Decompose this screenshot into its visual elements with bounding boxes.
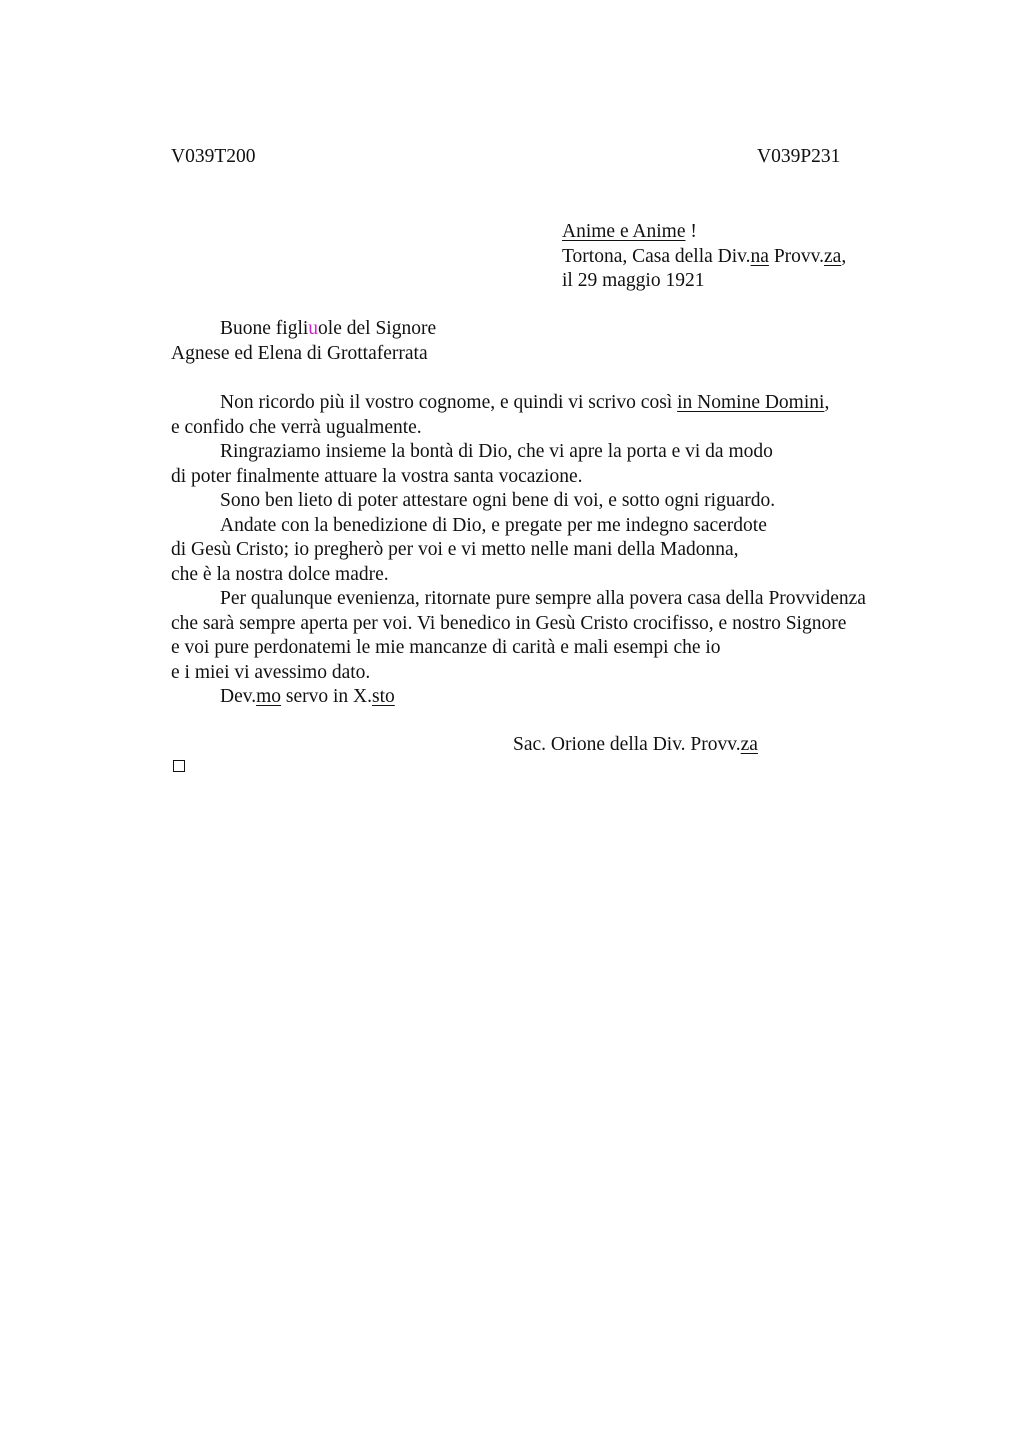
body-text: Ringraziamo insieme la bontà di Dio, che vi apre la porta e vi da modo xyxy=(220,441,773,462)
body-text: Sono ben lieto di poter attestare ogni bene di voi, e sotto ogni riguardo. xyxy=(220,490,776,511)
body-line: di poter finalmente attuare la vostra santa vocazione. xyxy=(171,465,583,487)
letter-title xyxy=(562,220,846,245)
place-text: Tortona, Casa della Div. xyxy=(562,245,751,267)
end-marker-box-icon xyxy=(173,760,185,772)
letter-heading xyxy=(562,220,846,294)
closing-text: Dev. xyxy=(220,686,257,707)
body-text: Non ricordo più il vostro cognome, e quindi vi scrivo così xyxy=(220,392,678,413)
body-text: , xyxy=(824,392,830,413)
document-ref-left: V039T200 xyxy=(171,146,256,167)
body-underlined: in Nomine Domini xyxy=(677,392,825,413)
signature-text: Sac. Orione della Div. Provv. xyxy=(513,734,741,755)
closing-abbrev-mo: mo xyxy=(256,686,282,707)
body-line: di Gesù Cristo; io pregherò per voi e vi metto nelle mani della Madonna, xyxy=(171,539,739,560)
closing-text: servo in X. xyxy=(281,686,373,707)
letter-body xyxy=(171,391,866,710)
body-line: e confido che verrà ugualmente. xyxy=(171,416,422,438)
salutation-line-2: Agnese ed Elena di Grottaferrata xyxy=(171,342,428,364)
body-line: che sarà sempre aperta per voi. Vi benedico in Gesù Cristo crocifisso, e nostro Signore xyxy=(171,612,847,634)
body-line: e i miei vi avessimo dato. xyxy=(171,661,371,683)
letter-place xyxy=(562,245,846,270)
salutation-text: ole del Signore xyxy=(318,318,437,339)
body-line xyxy=(171,391,866,416)
closing-line xyxy=(171,685,866,710)
salutation-text: Buone figli xyxy=(220,318,309,339)
body-line xyxy=(171,440,866,465)
body-line xyxy=(171,587,866,612)
salutation-highlight: u xyxy=(308,318,319,339)
body-line xyxy=(171,489,866,514)
letter-title-main: Anime e Anime xyxy=(562,221,686,242)
body-text: Andate con la benedizione di Dio, e pregate per me indegno sacerdote xyxy=(220,514,767,536)
salutation-line-1 xyxy=(171,317,436,342)
letter-title-tail: ! xyxy=(685,221,697,242)
body-text: Per qualunque evenienza, ritornate pure sempre alla povera casa della Provvidenza xyxy=(220,588,866,609)
letter-date: il 29 maggio 1921 xyxy=(562,270,705,291)
place-abbrev-za: za xyxy=(824,245,842,267)
place-text: , xyxy=(841,245,847,267)
body-line: e voi pure perdonatemi le mie mancanze di carità e mali esempi che io xyxy=(171,637,721,658)
body-line xyxy=(171,514,866,539)
signature xyxy=(513,733,758,758)
place-text: Provv. xyxy=(768,245,825,267)
signature-abbrev-za: za xyxy=(740,734,758,755)
closing-abbrev-sto: sto xyxy=(372,686,395,707)
body-line: che è la nostra dolce madre. xyxy=(171,563,389,585)
document-ref-right: V039P231 xyxy=(757,146,841,167)
salutation xyxy=(171,317,436,366)
place-abbrev-na: na xyxy=(750,245,769,267)
